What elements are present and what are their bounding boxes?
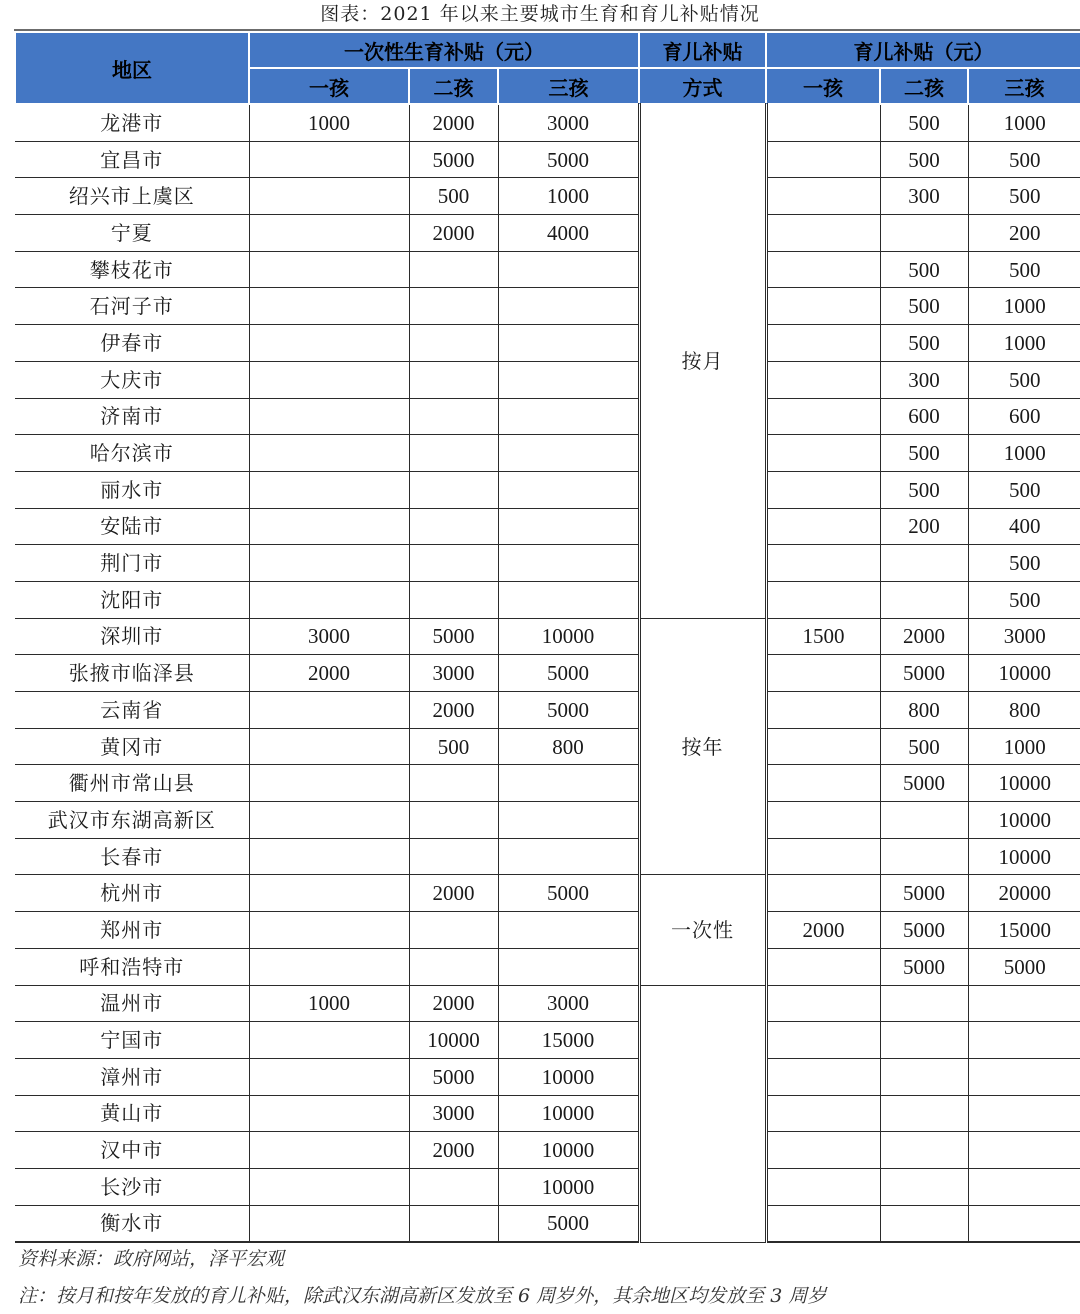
cell-childcare-child3: 1000 bbox=[968, 728, 1080, 765]
cell-childcare-child2 bbox=[880, 545, 968, 582]
table-row bbox=[15, 765, 1080, 802]
cell-childcare-child2: 500 bbox=[880, 104, 968, 141]
header-childcare-child3: 三孩 bbox=[968, 68, 1080, 104]
cell-childcare-child2 bbox=[880, 1132, 968, 1169]
cell-one-time-child3 bbox=[498, 398, 639, 435]
cell-region: 石河子市 bbox=[15, 288, 249, 325]
cell-childcare-child1 bbox=[766, 1205, 880, 1242]
cell-childcare-child2 bbox=[880, 1022, 968, 1059]
cell-childcare-child3: 10000 bbox=[968, 802, 1080, 839]
cell-childcare-child1 bbox=[766, 948, 880, 985]
cell-region: 温州市 bbox=[15, 985, 249, 1022]
cell-childcare-child1 bbox=[766, 765, 880, 802]
cell-region: 攀枝花市 bbox=[15, 251, 249, 288]
cell-one-time-child1 bbox=[249, 545, 409, 582]
cell-one-time-child1 bbox=[249, 1058, 409, 1095]
cell-childcare-child1 bbox=[766, 215, 880, 252]
cell-childcare-child3 bbox=[968, 985, 1080, 1022]
cell-region: 济南市 bbox=[15, 398, 249, 435]
cell-childcare-child2 bbox=[880, 1205, 968, 1242]
cell-one-time-child1 bbox=[249, 398, 409, 435]
cell-childcare-child2 bbox=[880, 1168, 968, 1205]
cell-one-time-child1: 1000 bbox=[249, 104, 409, 141]
cell-one-time-child1 bbox=[249, 875, 409, 912]
cell-region: 郑州市 bbox=[15, 912, 249, 949]
cell-childcare-child1 bbox=[766, 508, 880, 545]
table-row bbox=[15, 1058, 1080, 1095]
table-row bbox=[15, 655, 1080, 692]
cell-one-time-child2: 2000 bbox=[409, 215, 498, 252]
cell-one-time-child1 bbox=[249, 948, 409, 985]
cell-childcare-child2: 5000 bbox=[880, 912, 968, 949]
table-row bbox=[15, 1095, 1080, 1132]
table-row bbox=[15, 618, 1080, 655]
cell-region: 云南省 bbox=[15, 692, 249, 729]
cell-childcare-child3 bbox=[968, 1205, 1080, 1242]
table-row bbox=[15, 802, 1080, 839]
cell-one-time-child1: 1000 bbox=[249, 985, 409, 1022]
cell-childcare-child2 bbox=[880, 838, 968, 875]
cell-one-time-child1 bbox=[249, 1095, 409, 1132]
table-row bbox=[15, 985, 1080, 1022]
cell-one-time-child3: 4000 bbox=[498, 215, 639, 252]
cell-childcare-child2: 500 bbox=[880, 728, 968, 765]
cell-childcare-child3: 10000 bbox=[968, 655, 1080, 692]
cell-one-time-child1 bbox=[249, 288, 409, 325]
cell-region: 荆门市 bbox=[15, 545, 249, 582]
cell-childcare-child1 bbox=[766, 1168, 880, 1205]
cell-one-time-child3 bbox=[498, 838, 639, 875]
cell-childcare-child3: 500 bbox=[968, 141, 1080, 178]
table-row bbox=[15, 875, 1080, 912]
cell-one-time-child1 bbox=[249, 728, 409, 765]
cell-childcare-child1: 1500 bbox=[766, 618, 880, 655]
cell-childcare-child2: 500 bbox=[880, 325, 968, 362]
cell-childcare-child1 bbox=[766, 178, 880, 215]
cell-childcare-child1 bbox=[766, 325, 880, 362]
cell-one-time-child1 bbox=[249, 141, 409, 178]
cell-subsidy-mode: 按年 bbox=[639, 618, 766, 875]
cell-childcare-child1 bbox=[766, 1095, 880, 1132]
cell-subsidy-mode: 一次性 bbox=[639, 875, 766, 985]
header-one-time-child1: 一孩 bbox=[249, 68, 409, 104]
header-one-time-child3: 三孩 bbox=[498, 68, 639, 104]
cell-region: 宁夏 bbox=[15, 215, 249, 252]
cell-one-time-child2 bbox=[409, 435, 498, 472]
cell-one-time-child3 bbox=[498, 765, 639, 802]
cell-one-time-child2 bbox=[409, 912, 498, 949]
cell-region: 杭州市 bbox=[15, 875, 249, 912]
cell-childcare-child3: 20000 bbox=[968, 875, 1080, 912]
cell-one-time-child2: 10000 bbox=[409, 1022, 498, 1059]
cell-childcare-child3: 600 bbox=[968, 398, 1080, 435]
cell-childcare-child2 bbox=[880, 581, 968, 618]
cell-one-time-child1 bbox=[249, 1205, 409, 1242]
cell-childcare-child3: 800 bbox=[968, 692, 1080, 729]
cell-childcare-child2: 300 bbox=[880, 178, 968, 215]
cell-one-time-child3 bbox=[498, 251, 639, 288]
cell-childcare-child3: 3000 bbox=[968, 618, 1080, 655]
cell-one-time-child2: 2000 bbox=[409, 692, 498, 729]
cell-one-time-child2 bbox=[409, 251, 498, 288]
cell-childcare-child1: 2000 bbox=[766, 912, 880, 949]
cell-childcare-child1 bbox=[766, 875, 880, 912]
table-row bbox=[15, 1022, 1080, 1059]
cell-one-time-child1 bbox=[249, 838, 409, 875]
cell-region: 宜昌市 bbox=[15, 141, 249, 178]
cell-region: 武汉市东湖高新区 bbox=[15, 802, 249, 839]
cell-one-time-child3: 5000 bbox=[498, 875, 639, 912]
cell-one-time-child3: 10000 bbox=[498, 1058, 639, 1095]
table-row bbox=[15, 508, 1080, 545]
table-row bbox=[15, 215, 1080, 252]
cell-childcare-child2 bbox=[880, 215, 968, 252]
table-row bbox=[15, 545, 1080, 582]
cell-region: 长沙市 bbox=[15, 1168, 249, 1205]
cell-one-time-child2: 5000 bbox=[409, 618, 498, 655]
cell-childcare-child2: 2000 bbox=[880, 618, 968, 655]
cell-one-time-child2: 3000 bbox=[409, 1095, 498, 1132]
table-row bbox=[15, 435, 1080, 472]
cell-one-time-child3: 15000 bbox=[498, 1022, 639, 1059]
cell-childcare-child1 bbox=[766, 802, 880, 839]
cell-childcare-child3 bbox=[968, 1058, 1080, 1095]
cell-childcare-child1 bbox=[766, 655, 880, 692]
cell-one-time-child2 bbox=[409, 1168, 498, 1205]
table-row bbox=[15, 288, 1080, 325]
cell-one-time-child1 bbox=[249, 912, 409, 949]
cell-childcare-child2: 500 bbox=[880, 288, 968, 325]
cell-childcare-child2: 500 bbox=[880, 251, 968, 288]
cell-region: 衡水市 bbox=[15, 1205, 249, 1242]
cell-childcare-child2 bbox=[880, 1058, 968, 1095]
cell-childcare-child3: 500 bbox=[968, 545, 1080, 582]
cell-childcare-child1 bbox=[766, 288, 880, 325]
cell-childcare-child3 bbox=[968, 1132, 1080, 1169]
cell-childcare-child1 bbox=[766, 398, 880, 435]
table-row bbox=[15, 1168, 1080, 1205]
cell-one-time-child3: 3000 bbox=[498, 104, 639, 141]
cell-one-time-child1 bbox=[249, 325, 409, 362]
cell-childcare-child3: 1000 bbox=[968, 325, 1080, 362]
cell-childcare-child2: 800 bbox=[880, 692, 968, 729]
cell-subsidy-mode: 按月 bbox=[639, 104, 766, 618]
cell-one-time-child3 bbox=[498, 435, 639, 472]
cell-childcare-child3: 5000 bbox=[968, 948, 1080, 985]
header-childcare-child1: 一孩 bbox=[766, 68, 880, 104]
cell-region: 绍兴市上虞区 bbox=[15, 178, 249, 215]
cell-childcare-child1 bbox=[766, 141, 880, 178]
cell-childcare-child1 bbox=[766, 1132, 880, 1169]
cell-one-time-child3 bbox=[498, 802, 639, 839]
table-row bbox=[15, 141, 1080, 178]
header-one-time-child2: 二孩 bbox=[409, 68, 498, 104]
cell-one-time-child3 bbox=[498, 508, 639, 545]
cell-childcare-child2: 200 bbox=[880, 508, 968, 545]
cell-region: 丽水市 bbox=[15, 471, 249, 508]
cell-one-time-child3: 10000 bbox=[498, 1168, 639, 1205]
cell-one-time-child1 bbox=[249, 215, 409, 252]
cell-one-time-child3 bbox=[498, 545, 639, 582]
cell-one-time-child2 bbox=[409, 765, 498, 802]
cell-one-time-child1: 3000 bbox=[249, 618, 409, 655]
cell-childcare-child3: 15000 bbox=[968, 912, 1080, 949]
cell-childcare-child1 bbox=[766, 1022, 880, 1059]
cell-childcare-child2 bbox=[880, 802, 968, 839]
cell-one-time-child3: 10000 bbox=[498, 1095, 639, 1132]
cell-region: 衢州市常山县 bbox=[15, 765, 249, 802]
cell-childcare-child2: 500 bbox=[880, 471, 968, 508]
cell-childcare-child3: 500 bbox=[968, 581, 1080, 618]
cell-childcare-child3: 500 bbox=[968, 361, 1080, 398]
table-row bbox=[15, 178, 1080, 215]
cell-one-time-child2: 2000 bbox=[409, 985, 498, 1022]
cell-childcare-child3 bbox=[968, 1095, 1080, 1132]
cell-childcare-child1 bbox=[766, 361, 880, 398]
table-row bbox=[15, 471, 1080, 508]
cell-region: 哈尔滨市 bbox=[15, 435, 249, 472]
cell-one-time-child3: 5000 bbox=[498, 141, 639, 178]
cell-one-time-child2 bbox=[409, 581, 498, 618]
cell-one-time-child2 bbox=[409, 802, 498, 839]
cell-one-time-child1 bbox=[249, 581, 409, 618]
cell-one-time-child3 bbox=[498, 948, 639, 985]
cell-one-time-child2 bbox=[409, 948, 498, 985]
cell-childcare-child3: 10000 bbox=[968, 838, 1080, 875]
cell-one-time-child3 bbox=[498, 471, 639, 508]
table-title: 图表：2021 年以来主要城市生育和育儿补贴情况 bbox=[320, 3, 760, 25]
cell-childcare-child1 bbox=[766, 692, 880, 729]
cell-childcare-child1 bbox=[766, 838, 880, 875]
cell-childcare-child1 bbox=[766, 545, 880, 582]
cell-one-time-child2: 2000 bbox=[409, 875, 498, 912]
cell-one-time-child3 bbox=[498, 325, 639, 362]
table-row bbox=[15, 1205, 1080, 1242]
cell-childcare-child2 bbox=[880, 1095, 968, 1132]
cell-childcare-child3 bbox=[968, 1022, 1080, 1059]
header-mode-line2: 方式 bbox=[639, 68, 766, 104]
header-childcare-subsidy: 育儿补贴（元） bbox=[766, 32, 1080, 68]
cell-one-time-child2: 2000 bbox=[409, 104, 498, 141]
cell-one-time-child3: 5000 bbox=[498, 655, 639, 692]
cell-one-time-child3: 800 bbox=[498, 728, 639, 765]
cell-childcare-child2: 500 bbox=[880, 435, 968, 472]
cell-one-time-child1 bbox=[249, 508, 409, 545]
cell-one-time-child3: 10000 bbox=[498, 1132, 639, 1169]
cell-region: 长春市 bbox=[15, 838, 249, 875]
cell-one-time-child1 bbox=[249, 435, 409, 472]
table-row bbox=[15, 728, 1080, 765]
table-body bbox=[15, 104, 1080, 1242]
cell-childcare-child3: 200 bbox=[968, 215, 1080, 252]
cell-region: 黄冈市 bbox=[15, 728, 249, 765]
cell-childcare-child3: 500 bbox=[968, 471, 1080, 508]
cell-one-time-child3 bbox=[498, 361, 639, 398]
cell-one-time-child1 bbox=[249, 802, 409, 839]
cell-region: 汉中市 bbox=[15, 1132, 249, 1169]
cell-childcare-child3: 500 bbox=[968, 251, 1080, 288]
table-row bbox=[15, 104, 1080, 141]
cell-region: 漳州市 bbox=[15, 1058, 249, 1095]
cell-childcare-child3: 500 bbox=[968, 178, 1080, 215]
cell-childcare-child2: 5000 bbox=[880, 655, 968, 692]
cell-one-time-child2 bbox=[409, 325, 498, 362]
cell-region: 黄山市 bbox=[15, 1095, 249, 1132]
cell-region: 深圳市 bbox=[15, 618, 249, 655]
cell-one-time-child3 bbox=[498, 581, 639, 618]
cell-childcare-child2: 5000 bbox=[880, 948, 968, 985]
cell-childcare-child1 bbox=[766, 471, 880, 508]
cell-region: 呼和浩特市 bbox=[15, 948, 249, 985]
cell-childcare-child1 bbox=[766, 1058, 880, 1095]
cell-childcare-child1 bbox=[766, 104, 880, 141]
cell-childcare-child1 bbox=[766, 251, 880, 288]
cell-one-time-child3: 3000 bbox=[498, 985, 639, 1022]
cell-one-time-child2 bbox=[409, 471, 498, 508]
cell-one-time-child3: 5000 bbox=[498, 1205, 639, 1242]
table-row bbox=[15, 361, 1080, 398]
cell-one-time-child2 bbox=[409, 838, 498, 875]
cell-region: 张掖市临泽县 bbox=[15, 655, 249, 692]
table-row bbox=[15, 581, 1080, 618]
cell-childcare-child3: 1000 bbox=[968, 288, 1080, 325]
cell-childcare-child2: 5000 bbox=[880, 765, 968, 802]
header-one-time-subsidy: 一次性生育补贴（元） bbox=[249, 32, 639, 68]
cell-childcare-child2: 500 bbox=[880, 141, 968, 178]
cell-region: 大庆市 bbox=[15, 361, 249, 398]
cell-one-time-child1 bbox=[249, 1132, 409, 1169]
cell-one-time-child2: 500 bbox=[409, 178, 498, 215]
table-row bbox=[15, 325, 1080, 362]
cell-childcare-child3: 10000 bbox=[968, 765, 1080, 802]
header-region: 地区 bbox=[15, 32, 249, 104]
cell-one-time-child2: 2000 bbox=[409, 1132, 498, 1169]
cell-one-time-child3: 5000 bbox=[498, 692, 639, 729]
source-note: 资料来源：政府网站，泽平宏观 bbox=[18, 1248, 285, 1270]
cell-one-time-child2: 5000 bbox=[409, 141, 498, 178]
cell-region: 宁国市 bbox=[15, 1022, 249, 1059]
table-row bbox=[15, 948, 1080, 985]
cell-one-time-child1 bbox=[249, 692, 409, 729]
cell-one-time-child2: 5000 bbox=[409, 1058, 498, 1095]
header-mode-line1: 育儿补贴 bbox=[639, 32, 766, 68]
cell-childcare-child3 bbox=[968, 1168, 1080, 1205]
cell-one-time-child2 bbox=[409, 398, 498, 435]
cell-childcare-child3: 1000 bbox=[968, 435, 1080, 472]
cell-one-time-child3: 10000 bbox=[498, 618, 639, 655]
cell-one-time-child2 bbox=[409, 1205, 498, 1242]
cell-childcare-child2: 300 bbox=[880, 361, 968, 398]
cell-childcare-child1 bbox=[766, 435, 880, 472]
cell-region: 安陆市 bbox=[15, 508, 249, 545]
cell-childcare-child1 bbox=[766, 581, 880, 618]
cell-childcare-child3: 400 bbox=[968, 508, 1080, 545]
cell-childcare-child1 bbox=[766, 728, 880, 765]
cell-one-time-child1 bbox=[249, 178, 409, 215]
footnote: 注：按月和按年发放的育儿补贴，除武汉东湖高新区发放至 6 周岁外，其余地区均发放至 3 周岁 bbox=[18, 1285, 827, 1307]
cell-one-time-child3: 1000 bbox=[498, 178, 639, 215]
cell-one-time-child3 bbox=[498, 288, 639, 325]
cell-childcare-child2: 600 bbox=[880, 398, 968, 435]
cell-one-time-child2: 500 bbox=[409, 728, 498, 765]
cell-region: 龙港市 bbox=[15, 104, 249, 141]
cell-one-time-child1 bbox=[249, 251, 409, 288]
subsidy-table bbox=[14, 31, 1080, 1243]
cell-region: 沈阳市 bbox=[15, 581, 249, 618]
cell-childcare-child2: 5000 bbox=[880, 875, 968, 912]
table-row bbox=[15, 251, 1080, 288]
cell-one-time-child1 bbox=[249, 765, 409, 802]
cell-one-time-child2 bbox=[409, 361, 498, 398]
table-row bbox=[15, 398, 1080, 435]
cell-childcare-child3: 1000 bbox=[968, 104, 1080, 141]
cell-childcare-child1 bbox=[766, 985, 880, 1022]
table-row bbox=[15, 838, 1080, 875]
cell-one-time-child2 bbox=[409, 545, 498, 582]
cell-one-time-child1: 2000 bbox=[249, 655, 409, 692]
cell-one-time-child2 bbox=[409, 288, 498, 325]
cell-one-time-child1 bbox=[249, 1022, 409, 1059]
header-childcare-child2: 二孩 bbox=[880, 68, 968, 104]
cell-one-time-child1 bbox=[249, 1168, 409, 1205]
cell-region: 伊春市 bbox=[15, 325, 249, 362]
cell-childcare-child2 bbox=[880, 985, 968, 1022]
table-row bbox=[15, 912, 1080, 949]
cell-one-time-child2: 3000 bbox=[409, 655, 498, 692]
cell-subsidy-mode bbox=[639, 985, 766, 1242]
cell-one-time-child1 bbox=[249, 361, 409, 398]
table-row bbox=[15, 692, 1080, 729]
cell-one-time-child3 bbox=[498, 912, 639, 949]
table-row bbox=[15, 1132, 1080, 1169]
cell-one-time-child2 bbox=[409, 508, 498, 545]
cell-one-time-child1 bbox=[249, 471, 409, 508]
